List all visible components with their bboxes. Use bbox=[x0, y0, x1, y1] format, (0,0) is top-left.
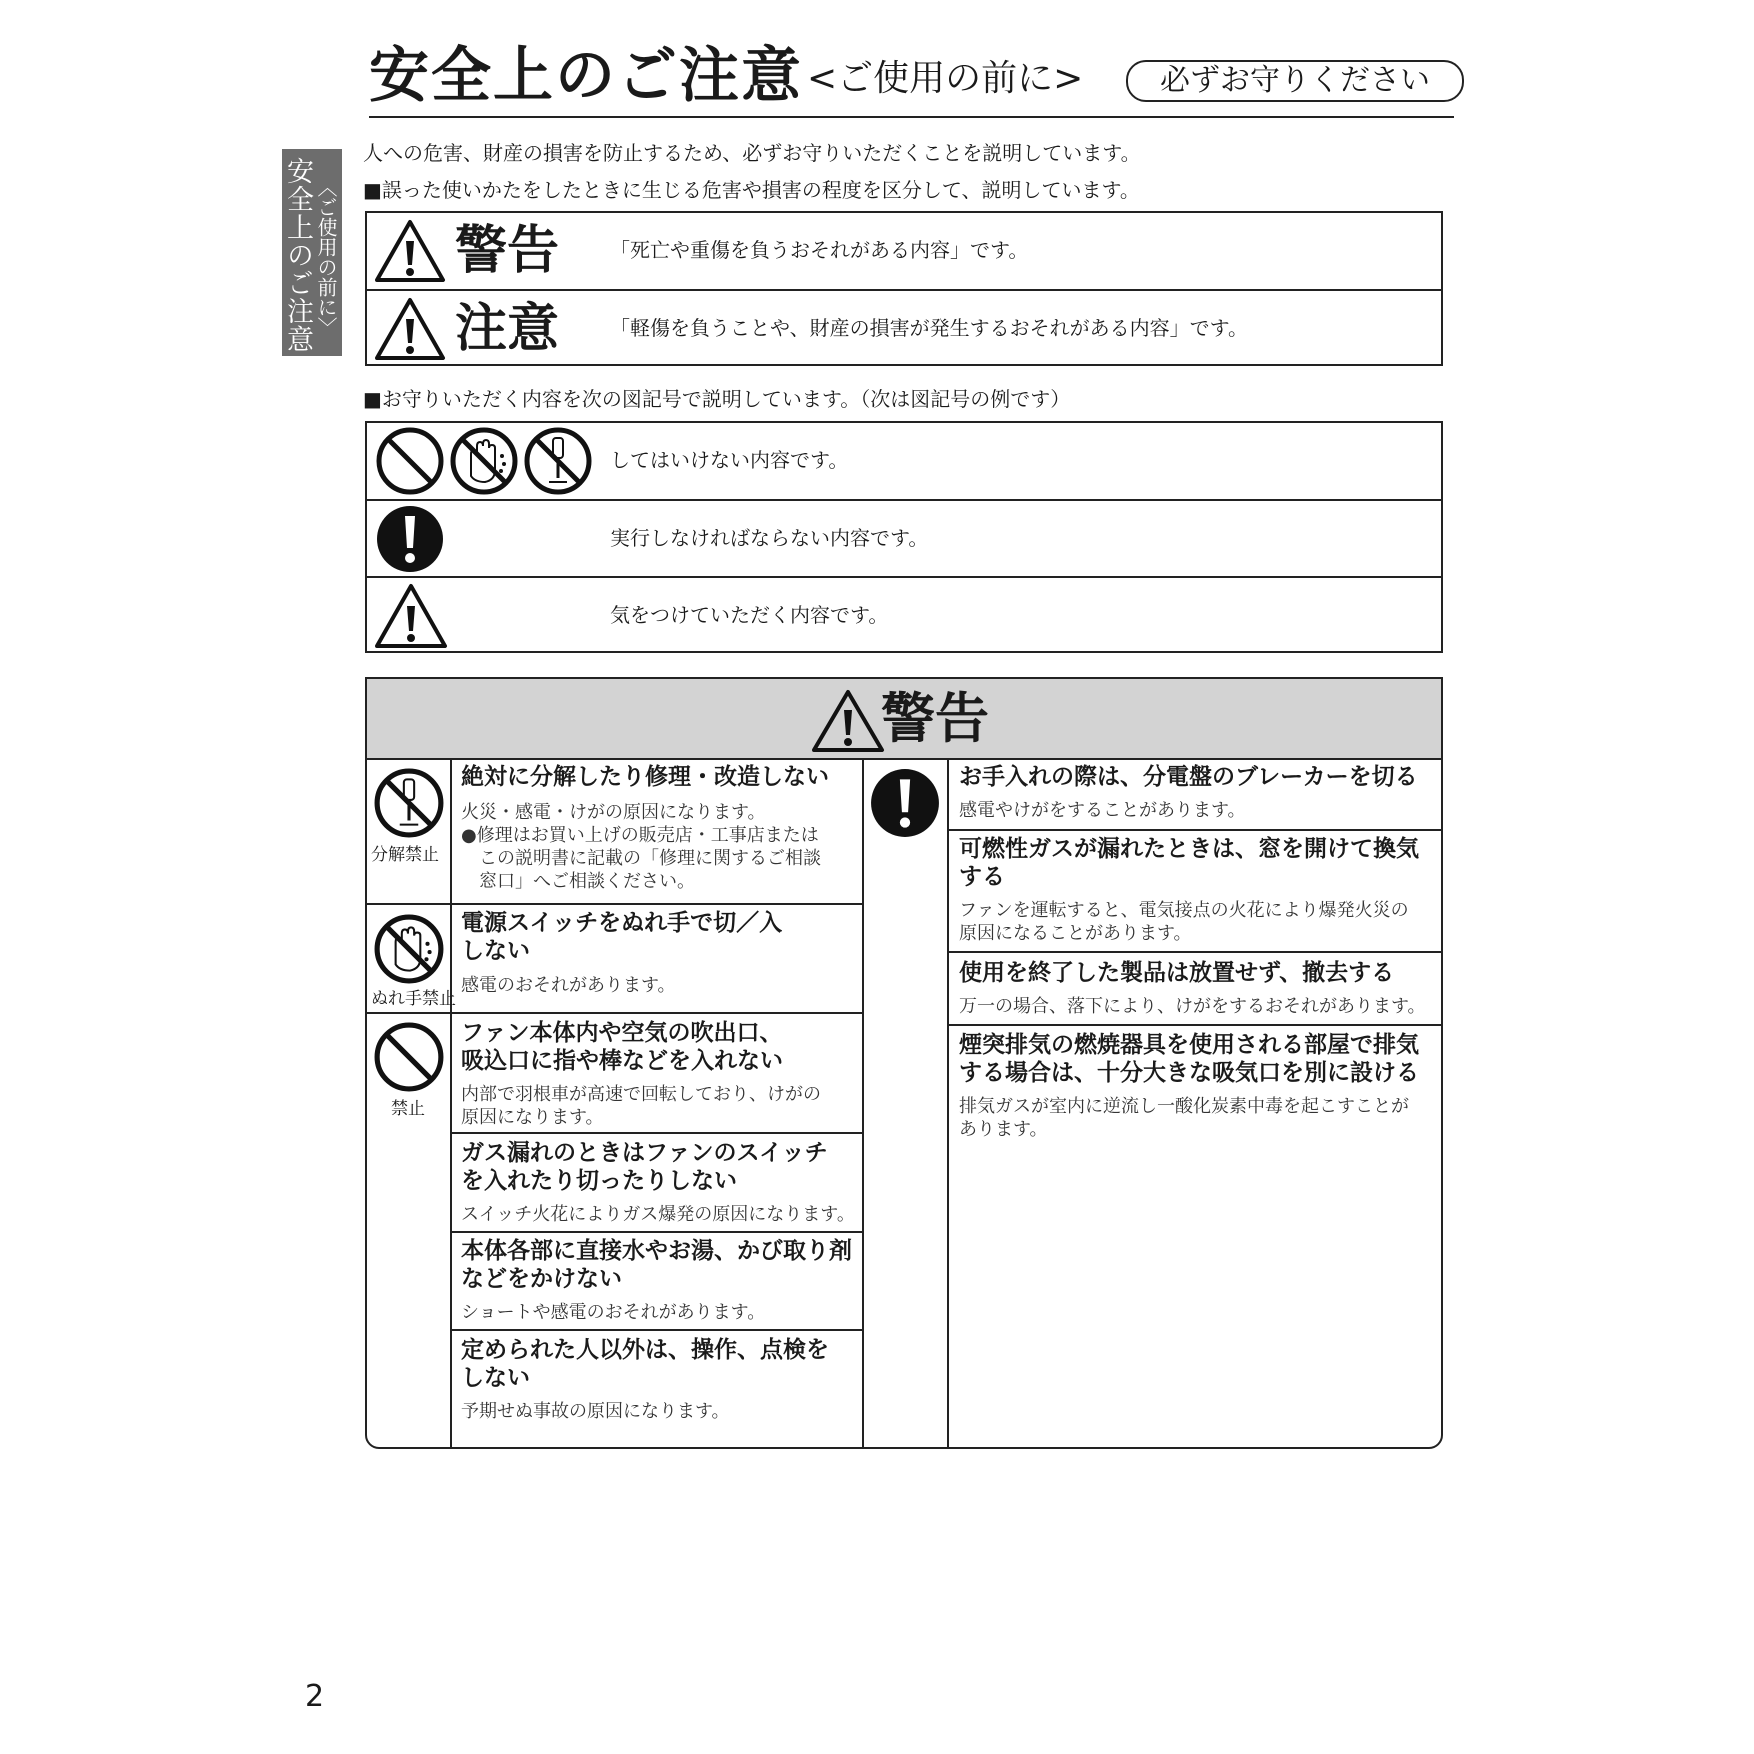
warning-item-detail: 万一の場合、落下により、けがをするおそれがあります。 bbox=[959, 996, 1426, 1017]
page-header bbox=[369, 40, 1454, 118]
column-divider bbox=[947, 758, 949, 1447]
level-row-caution bbox=[367, 289, 1441, 367]
level-desc-warning: 「死亡や重傷を負うおそれがある内容」です。 bbox=[610, 238, 1029, 262]
warning-item-title: 電源スイッチをぬれ手で切／入 bbox=[461, 910, 783, 936]
warning-item-title: 絶対に分解したり修理・改造しない bbox=[461, 764, 829, 790]
warning-item-title: 定められた人以外は、操作、点検を bbox=[461, 1337, 829, 1363]
level-word-caution: 注意 bbox=[455, 299, 560, 359]
warning-triangle-icon bbox=[373, 295, 447, 363]
warning-item-title: しない bbox=[461, 938, 530, 964]
prohibition-icon bbox=[375, 426, 445, 496]
warning-item-detail: 排気ガスが室内に逆流し一酸化炭素中毒を起こすことが bbox=[959, 1096, 1409, 1117]
column-divider bbox=[450, 758, 452, 1447]
mandatory-exclamation-icon bbox=[869, 767, 941, 839]
row-divider bbox=[947, 951, 1443, 953]
warning-item-detail: ●修理はお買い上げの販売店・工事店または bbox=[461, 825, 819, 846]
warning-item-detail: 窓口」へご相談ください。 bbox=[461, 871, 695, 892]
warning-item-title: 使用を終了した製品は放置せず、撤去する bbox=[959, 960, 1395, 986]
warning-item-title: 本体各部に直接水やお湯、かび取り剤 bbox=[461, 1238, 852, 1264]
row-divider bbox=[367, 1012, 864, 1014]
warning-item-detail: 感電やけがをすることがあります。 bbox=[959, 800, 1246, 821]
icon-label-no-wet-hands: ぬれ手禁止 bbox=[371, 989, 456, 1009]
no-disassembly-icon bbox=[523, 426, 593, 496]
warning-triangle-icon bbox=[373, 217, 447, 285]
warning-item-title: を入れたり切ったりしない bbox=[461, 1168, 737, 1194]
warning-item-detail: ショートや感電のおそれがあります。 bbox=[461, 1302, 766, 1323]
warning-item-detail: 火災・感電・けがの原因になります。 bbox=[461, 802, 766, 823]
symbol-row-caution bbox=[367, 576, 1441, 654]
warning-item-title: ファン本体内や空気の吹出口、 bbox=[461, 1020, 783, 1046]
mandatory-exclamation-icon bbox=[375, 504, 445, 574]
warning-item-title: する bbox=[959, 864, 1005, 890]
no-wet-hands-icon bbox=[373, 913, 445, 985]
row-divider bbox=[367, 903, 864, 905]
symbols-intro: ■お守りいただく内容を次の図記号で説明しています。（次は図記号の例です） bbox=[363, 387, 1071, 411]
intro-line-1: 人への危害、財産の損害を防止するため、必ずお守りいただくことを説明しています。 bbox=[363, 141, 1141, 165]
must-follow-badge: 必ずお守りください bbox=[1126, 60, 1464, 102]
hazard-level-table bbox=[365, 211, 1443, 366]
level-word-warning: 警告 bbox=[455, 221, 560, 281]
no-disassembly-icon bbox=[373, 767, 445, 839]
warning-item-title: する場合は、十分大きな吸気口を別に設ける bbox=[959, 1060, 1419, 1086]
level-row-warning bbox=[367, 213, 1441, 289]
warning-title: 警告 bbox=[881, 687, 989, 750]
warning-item-title: 煙突排気の燃焼器具を使用される部屋で排気 bbox=[959, 1032, 1419, 1058]
warning-item-detail: 原因になります。 bbox=[461, 1107, 604, 1128]
column-divider bbox=[862, 758, 864, 1447]
side-section-tab bbox=[282, 149, 342, 356]
row-divider bbox=[450, 1132, 864, 1134]
symbol-desc-mandatory: 実行しなければならない内容です。 bbox=[610, 526, 929, 550]
row-divider bbox=[947, 1024, 1443, 1026]
icon-label-no-disassembly: 分解禁止 bbox=[371, 845, 439, 865]
intro-line-2: ■誤った使いかたをしたときに生じる危害や損害の程度を区分して、説明しています。 bbox=[363, 178, 1140, 202]
symbol-desc-prohibited: してはいけない内容です。 bbox=[610, 448, 849, 472]
row-divider bbox=[947, 829, 1443, 831]
warning-item-title: などをかけない bbox=[461, 1266, 622, 1292]
warning-item-detail: 予期せぬ事故の原因になります。 bbox=[461, 1401, 730, 1422]
row-divider bbox=[450, 1329, 864, 1331]
page-title: 安全上のご注意 bbox=[369, 41, 803, 111]
symbol-row-mandatory bbox=[367, 499, 1441, 577]
warning-item-title: 吸込口に指や棒などを入れない bbox=[461, 1048, 783, 1074]
page-subtitle: <ご使用の前に> bbox=[807, 58, 1084, 99]
prohibition-icon bbox=[373, 1021, 445, 1093]
caution-triangle-icon bbox=[373, 581, 449, 651]
no-wet-hands-icon bbox=[449, 426, 519, 496]
warning-item-detail: 原因になることがあります。 bbox=[959, 923, 1192, 944]
symbol-legend-table bbox=[365, 421, 1443, 653]
warning-item-detail: この説明書に記載の「修理に関するご相談 bbox=[461, 848, 821, 869]
symbol-desc-caution: 気をつけていただく内容です。 bbox=[610, 603, 889, 627]
warning-item-detail: 感電のおそれがあります。 bbox=[461, 975, 676, 996]
warning-item-title: ガス漏れのときはファンのスイッチ bbox=[461, 1140, 828, 1166]
warning-item-title: しない bbox=[461, 1365, 530, 1391]
warning-item-detail: 内部で羽根車が高速で回転しており、けがの bbox=[461, 1084, 821, 1105]
warning-item-title: お手入れの際は、分電盤のブレーカーを切る bbox=[959, 764, 1418, 790]
warning-item-detail: スイッチ火花によりガス爆発の原因になります。 bbox=[461, 1204, 855, 1225]
warning-item-title: 可燃性ガスが漏れたときは、窓を開けて換気 bbox=[959, 836, 1419, 862]
warning-header bbox=[367, 679, 1441, 760]
side-tab-sub-label: 〈ご使用の前に〉 bbox=[314, 177, 338, 337]
symbol-row-prohibited bbox=[367, 423, 1441, 499]
page-number: 2 bbox=[305, 1679, 325, 1714]
icon-label-prohibited: 禁止 bbox=[391, 1099, 425, 1119]
warning-item-detail: あります。 bbox=[959, 1119, 1048, 1140]
warning-section bbox=[365, 677, 1443, 1449]
side-tab-main-label: 安全上のご注意 bbox=[282, 157, 313, 353]
warning-triangle-icon bbox=[810, 688, 886, 754]
row-divider bbox=[450, 1231, 864, 1233]
warning-item-detail: ファンを運転すると、電気接点の火花により爆発火災の bbox=[959, 900, 1409, 921]
level-desc-caution: 「軽傷を負うことや、財産の損害が発生するおそれがある内容」です。 bbox=[610, 316, 1248, 340]
